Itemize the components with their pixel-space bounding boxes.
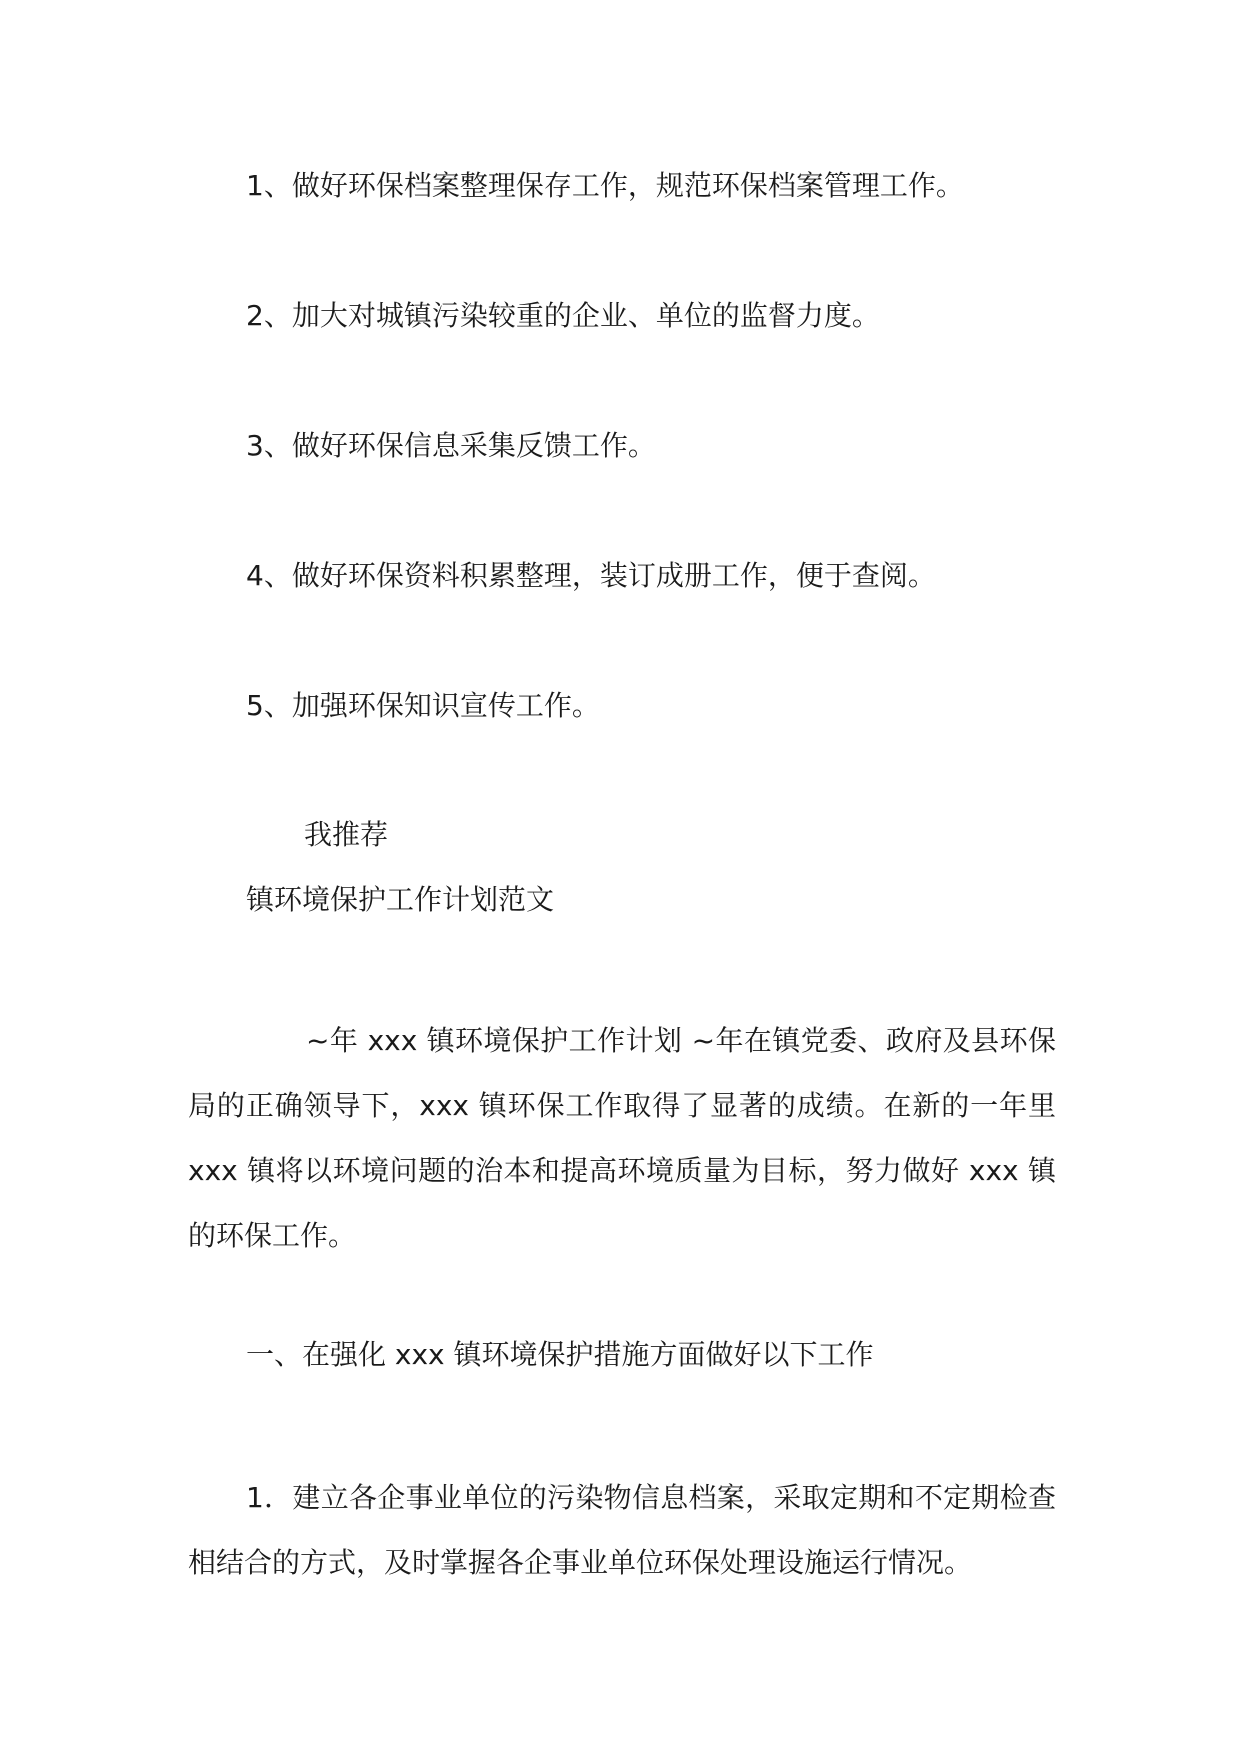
recommend-title: 镇环境保护工作计划范文 <box>246 883 555 916</box>
list-item: 1、做好环保档案整理保存工作，规范环保档案管理工作。 <box>246 169 964 202</box>
list-item: 5、加强环保知识宣传工作。 <box>246 689 600 722</box>
intro-paragraph: ~年 xxx 镇环境保护工作计划 ~年在镇党委、政府及县环保局的正确领导下，xxx 镇环保工作取得了显著的成绩。在新的一年里 xxx 镇将以环境问题的治本和提高环境质量为目标，努力做好 xxx 镇的环保工作。 <box>188 1024 1056 1252</box>
list-item: 2、加大对城镇污染较重的企业、单位的监督力度。 <box>246 299 880 332</box>
section-item-paragraph: 1．建立各企事业单位的污染物信息档案，采取定期和不定期检查相结合的方式，及时掌握各企事业单位环保处理设施运行情况。 <box>188 1481 1056 1579</box>
list-item: 3、做好环保信息采集反馈工作。 <box>246 429 656 462</box>
section-heading: 一、在强化 xxx 镇环境保护措施方面做好以下工作 <box>246 1338 874 1371</box>
list-item: 4、做好环保资料积累整理，装订成册工作，便于查阅。 <box>246 559 936 592</box>
recommend-label: 我推荐 <box>304 818 389 851</box>
